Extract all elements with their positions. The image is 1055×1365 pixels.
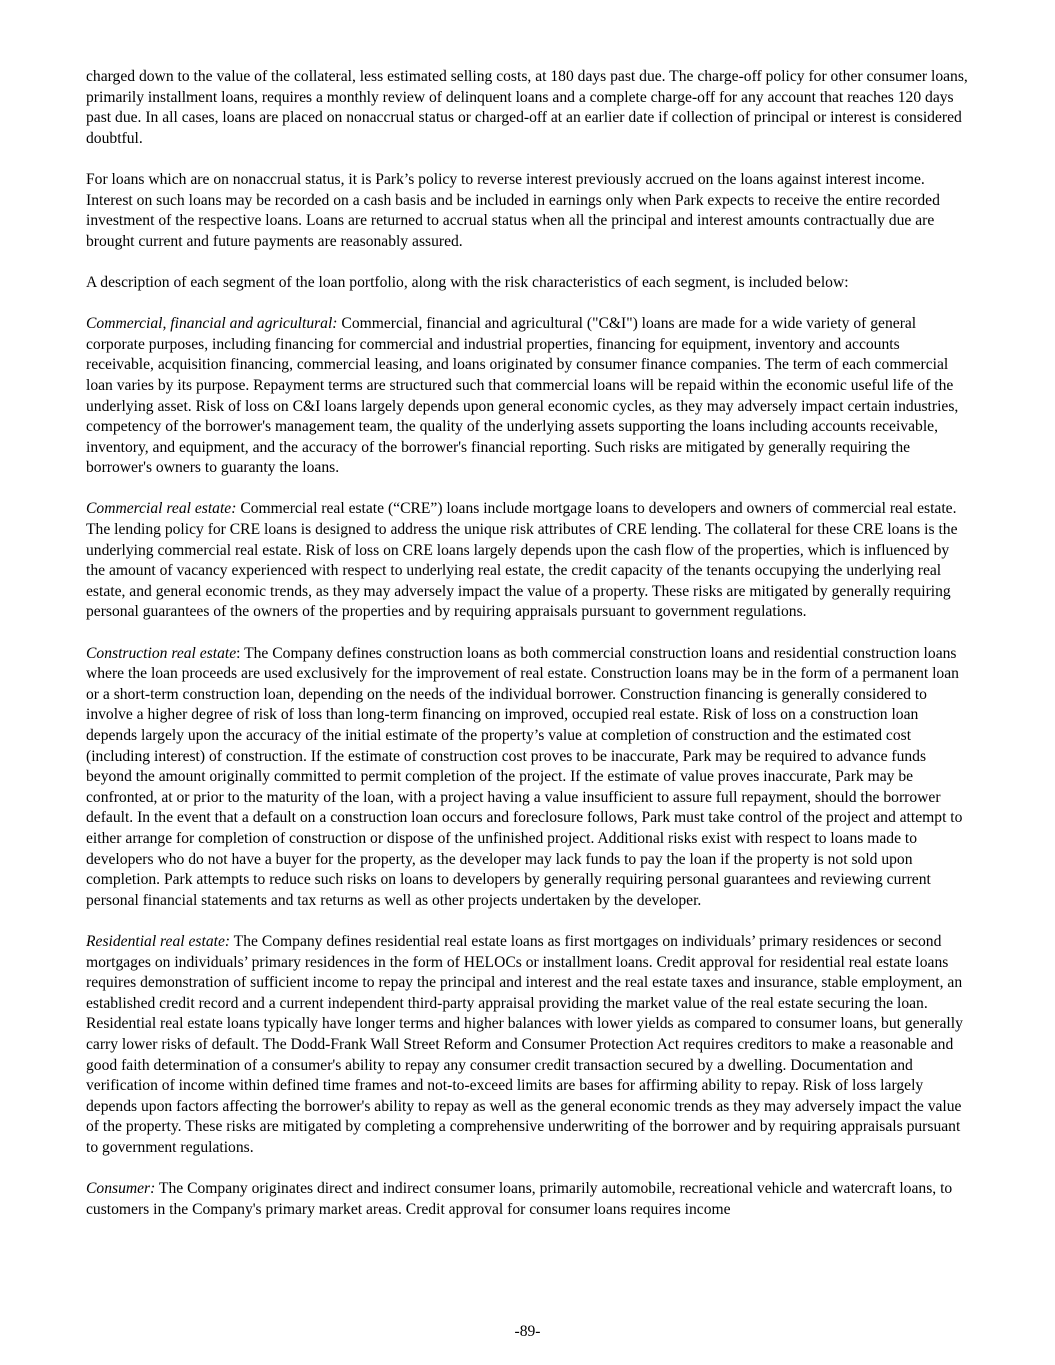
paragraph-text: For loans which are on nonaccrual status, it is Park’s policy to reverse interest previously accrued on the loans against interest income. Interest on such loans may be recorded on a cash basis and be included in earnings only when Park expects to receive the entire recorded investment of the respective loans. Loans are returned to accrual status when all the principal and interest amounts contractually due are brought current and future payments are reasonably assured. [86,170,940,250]
paragraph-text: The Company originates direct and indirect consumer loans, primarily automobile, recreational vehicle and watercraft loans, to customers in the Company's primary market areas. Credit approval for consumer loans requires income [86,1180,953,1218]
paragraph-text: Commercial real estate (“CRE”) loans include mortgage loans to developers and owners of commercial real estate. The lending policy for CRE loans is designed to address the unique risk attributes of CRE lending. The collateral for these CRE loans is the underlying commercial real estate. Risk of loss on CRE loans largely depends upon the cash flow of the properties, which is influenced by the amount of vacancy experienced with respect to underlying real estate, the credit capacity of the tenants occupying the underlying real estate, and general economic trends, as they may adversely impact the value of a property. These risks are mitigated by generally requiring personal guarantees of the owners of the properties and by requiring appraisals pursuant to government regulations. [86,500,958,621]
paragraph-charge-off-policy [86,67,970,149]
paragraph-commercial-real-estate [86,499,970,623]
segment-heading: Residential real estate: [86,932,231,950]
paragraph-residential-real-estate [86,932,970,1159]
paragraph-text: Commercial, financial and agricultural ("C&I") loans are made for a wide variety of general corporate purposes, including financing for commercial and industrial properties, financing for equipment, inventory and accounts receivable, acquisition financing, commercial leasing, and loans originated by consumer finance companies. The term of each commercial loan varies by its purpose. Repayment terms are structured such that commercial loans will be repaid within the economic useful life of the underlying asset. Risk of loss on C&I loans largely depends upon general economic cycles, as they may adversely impact certain industries, competency of the borrower's management team, the quality of the underlying assets supporting the loans including accounts receivable, inventory, and equipment, and the accuracy of the borrower's financial reporting. Such risks are mitigated by generally requiring the borrower's owners to guaranty the loans. [86,315,959,477]
segment-heading: Consumer: [86,1180,156,1198]
segment-heading: Commercial, financial and agricultural: [86,315,338,333]
paragraph-nonaccrual-status [86,170,970,252]
paragraph-consumer [86,1179,970,1220]
segment-heading: Commercial real estate: [86,500,237,518]
paragraph-text: charged down to the value of the collateral, less estimated selling costs, at 180 days past due. The charge-off policy for other consumer loans, primarily installment loans, requires a monthly review of delinquent loans and a complete charge-off for any account that reaches 120 days past due. In all cases, loans are placed on nonaccrual status or charged-off at an earlier date if collection of principal or interest is considered doubtful. [86,68,968,147]
page-number: -89- [514,1323,541,1340]
paragraph-commercial-financial-agricultural [86,314,970,479]
document-body [86,67,970,1241]
paragraph-text: A description of each segment of the loan portfolio, along with the risk characteristics of each segment, is included below: [86,273,849,291]
paragraph-text: : The Company defines construction loans as both commercial construction loans and residential construction loans where the loan proceeds are used exclusively for the improvement of real estate. Construction loans may be in the form of a permanent loan or a short-term construction loan, depending on the needs of the individual borrower. Construction financing is generally considered to involve a higher degree of risk of loss than long-term financing on improved, occupied real estate. Risk of loss on a construction loan depends largely upon the accuracy of the initial estimate of the property’s value at completion of construction and the estimated cost (including interest) of construction. If the estimate of construction cost proves to be inaccurate, Park may be required to advance funds beyond the amount originally committed to permit completion of the project. If the estimate of value proves inaccurate, Park may be confronted, at or prior to the maturity of the loan, with a project having a value insufficient to assure full repayment, should the borrower default. In the event that a default on a construction loan occurs and foreclosure follows, Park must take control of the project and attempt to either arrange for completion of construction or dispose of the unfinished project. Additional risks exist with respect to loans made to developers who do not have a buyer for the property, as the developer may lack funds to pay the loan if the property is not sold upon completion. Park attempts to reduce such risks on loans to developers by generally requiring personal guarantees and reviewing current personal financial statements and tax returns as well as other projects undertaken by the developer. [86,644,963,909]
paragraph-construction-real-estate [86,644,970,912]
paragraph-segment-intro [86,273,970,294]
segment-heading: Construction real estate [86,644,237,662]
paragraph-text: The Company defines residential real estate loans as first mortgages on individuals’ primary residences or second mortgages on individuals’ primary residences in the form of HELOCs or installment loans. Credit approval for residential real estate loans requires demonstration of sufficient income to repay the principal and interest and the real estate taxes and insurance, stable employment, an established credit record and a current independent third-party appraisal providing the market value of the real estate securing the loan. Residential real estate loans typically have longer terms and higher balances with lower yields as compared to consumer loans, but generally carry lower risks of default. The Dodd-Frank Wall Street Reform and Consumer Protection Act requires creditors to make a reasonable and good faith determination of a consumer's ability to repay any consumer credit transaction secured by a dwelling. Documentation and verification of income within defined time frames and not-to-exceed limits are bases for affirming ability to repay. Risk of loss largely depends upon factors affecting the borrower's ability to repay as well as the general economic trends as they may adversely impact the value of the property. These risks are mitigated by completing a comprehensive underwriting of the borrower and by requiring appraisals pursuant to government regulations. [86,932,963,1156]
